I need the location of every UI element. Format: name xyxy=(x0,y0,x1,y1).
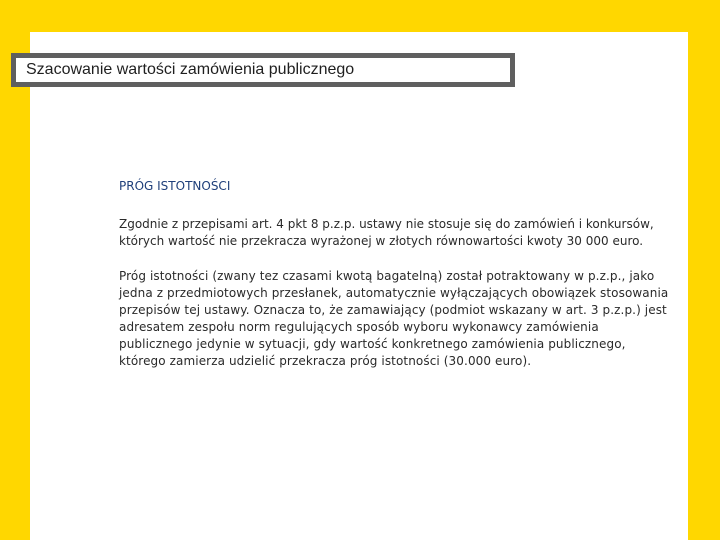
slide-title: Szacowanie wartości zamówienia publicznego xyxy=(26,61,355,78)
title-box xyxy=(11,53,515,87)
paragraph-1: Zgodnie z przepisami art. 4 pkt 8 p.z.p. ustawy nie stosuje się do zamówień i konkursów, których wartość nie przekracza wyrażonej w złotych równowartości kwoty 30 000 euro. xyxy=(119,217,654,248)
section-heading: PRÓG ISTOTNOŚCI xyxy=(119,179,231,193)
slide-panel xyxy=(30,32,688,540)
paragraph-2: Próg istotności (zwany tez czasami kwotą bagatelną) został potraktowany w p.z.p., jako jedna z przedmiotowych przesłanek, automatycznie wyłączających obowiązek stosowania przepisów tej ustawy. Oznacza to, że zamawiający (podmiot wskazany w art. 3 p.z.p.) jest adresatem zespołu norm regulujących sposób wyboru wykonawcy zamówienia publicznego jedynie w sytuacji, gdy wartość konkretnego zamówienia publicznego, którego zamierza udzielić przekracza próg istotności (30.000 euro). xyxy=(119,269,669,368)
slide-content xyxy=(119,178,674,370)
